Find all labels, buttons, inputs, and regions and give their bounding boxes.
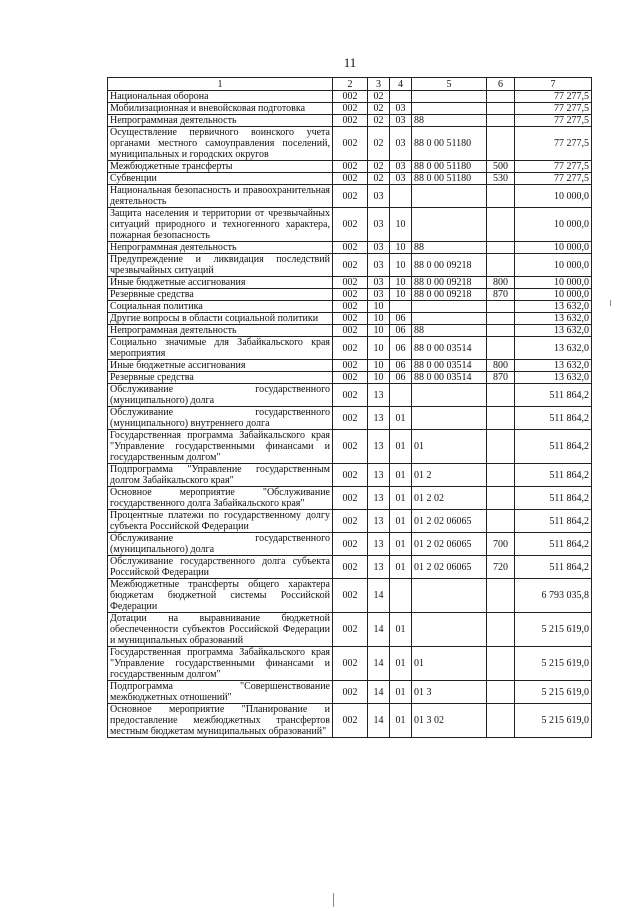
cell-name: Процентные платежи по государственному долгу субъекта Российской Федерации xyxy=(108,510,333,533)
cell-name: Государственная программа Забайкальского края "Управление государственными финансами и государственным долгом" xyxy=(108,647,333,681)
cell-expense-type xyxy=(487,208,515,242)
cell-name: Непрограммная деятельность xyxy=(108,242,333,254)
cell-subsection: 01 xyxy=(390,613,412,647)
cell-expense-type xyxy=(487,487,515,510)
cell-amount: 5 215 619,0 xyxy=(515,681,592,704)
cell-admin-code: 002 xyxy=(333,384,368,407)
cell-expense-type xyxy=(487,407,515,430)
cell-expense-type: 870 xyxy=(487,289,515,301)
cell-subsection: 10 xyxy=(390,242,412,254)
cell-section: 13 xyxy=(368,487,390,510)
cell-amount: 77 277,5 xyxy=(515,115,592,127)
cell-expense-type xyxy=(487,681,515,704)
table-row xyxy=(108,91,592,103)
cell-target-article: 88 0 00 03514 xyxy=(412,372,487,384)
column-header-2: 2 xyxy=(333,78,368,91)
cell-amount: 511 864,2 xyxy=(515,407,592,430)
cell-subsection: 06 xyxy=(390,313,412,325)
cell-subsection: 01 xyxy=(390,430,412,464)
cell-subsection: 10 xyxy=(390,277,412,289)
cell-name: Непрограммная деятельность xyxy=(108,325,333,337)
cell-admin-code: 002 xyxy=(333,556,368,579)
cell-amount: 13 632,0 xyxy=(515,325,592,337)
table-row xyxy=(108,556,592,579)
cell-subsection: 06 xyxy=(390,325,412,337)
cell-admin-code: 002 xyxy=(333,242,368,254)
cell-section: 10 xyxy=(368,337,390,360)
cell-section: 13 xyxy=(368,430,390,464)
table-row xyxy=(108,127,592,161)
cell-section: 02 xyxy=(368,127,390,161)
cell-subsection: 01 xyxy=(390,464,412,487)
table-row xyxy=(108,360,592,372)
cell-target-article: 88 0 00 09218 xyxy=(412,277,487,289)
cell-name: Защита населения и территории от чрезвычайных ситуаций природного и техногенного характера, пожарная безопасность xyxy=(108,208,333,242)
cell-admin-code: 002 xyxy=(333,510,368,533)
cell-name: Обслуживание государственного (муниципального) внутреннего долга xyxy=(108,407,333,430)
cell-amount: 10 000,0 xyxy=(515,289,592,301)
cell-section: 03 xyxy=(368,277,390,289)
cell-name: Национальная безопасность и правоохранительная деятельность xyxy=(108,185,333,208)
cell-expense-type: 800 xyxy=(487,277,515,289)
cell-target-article: 88 0 00 09218 xyxy=(412,289,487,301)
table-row xyxy=(108,289,592,301)
table-row xyxy=(108,681,592,704)
cell-expense-type xyxy=(487,313,515,325)
cell-name: Межбюджетные трансферты общего характера бюджетам бюджетной системы Российской Федерации xyxy=(108,579,333,613)
cell-expense-type xyxy=(487,185,515,208)
cell-section: 13 xyxy=(368,510,390,533)
cell-section: 03 xyxy=(368,185,390,208)
page-number: 11 xyxy=(343,55,357,70)
cell-admin-code: 002 xyxy=(333,360,368,372)
cell-section: 03 xyxy=(368,289,390,301)
cell-admin-code: 002 xyxy=(333,161,368,173)
cell-amount: 77 277,5 xyxy=(515,91,592,103)
cell-expense-type xyxy=(487,115,515,127)
cell-expense-type xyxy=(487,704,515,738)
cell-section: 14 xyxy=(368,681,390,704)
cell-target-article xyxy=(412,208,487,242)
cell-subsection: 03 xyxy=(390,161,412,173)
table-row xyxy=(108,647,592,681)
table-row xyxy=(108,613,592,647)
cell-target-article xyxy=(412,579,487,613)
cell-expense-type xyxy=(487,127,515,161)
cell-expense-type xyxy=(487,464,515,487)
cell-expense-type: 870 xyxy=(487,372,515,384)
cell-admin-code: 002 xyxy=(333,254,368,277)
cell-admin-code: 002 xyxy=(333,277,368,289)
cell-section: 02 xyxy=(368,161,390,173)
cell-amount: 511 864,2 xyxy=(515,487,592,510)
cell-section: 13 xyxy=(368,407,390,430)
scan-mark xyxy=(610,300,611,306)
cell-section: 13 xyxy=(368,384,390,407)
table-row xyxy=(108,579,592,613)
cell-subsection: 01 xyxy=(390,556,412,579)
table-row xyxy=(108,704,592,738)
cell-subsection: 03 xyxy=(390,127,412,161)
cell-target-article: 01 2 xyxy=(412,464,487,487)
cell-amount: 13 632,0 xyxy=(515,360,592,372)
cell-section: 10 xyxy=(368,372,390,384)
table-row xyxy=(108,242,592,254)
table-row xyxy=(108,115,592,127)
cell-expense-type xyxy=(487,510,515,533)
cell-section: 14 xyxy=(368,647,390,681)
cell-admin-code: 002 xyxy=(333,533,368,556)
cell-admin-code: 002 xyxy=(333,115,368,127)
cell-section: 10 xyxy=(368,325,390,337)
cell-amount: 10 000,0 xyxy=(515,208,592,242)
cell-target-article: 01 xyxy=(412,647,487,681)
cell-subsection xyxy=(390,384,412,407)
table-row xyxy=(108,407,592,430)
table-row xyxy=(108,325,592,337)
cell-section: 13 xyxy=(368,464,390,487)
table-row xyxy=(108,430,592,464)
cell-section: 13 xyxy=(368,533,390,556)
table-row xyxy=(108,372,592,384)
cell-amount: 511 864,2 xyxy=(515,533,592,556)
cell-admin-code: 002 xyxy=(333,613,368,647)
cell-name: Мобилизационная и вневойсковая подготовка xyxy=(108,103,333,115)
cell-amount: 77 277,5 xyxy=(515,103,592,115)
cell-target-article: 88 0 00 51180 xyxy=(412,127,487,161)
cell-amount: 511 864,2 xyxy=(515,430,592,464)
table-row xyxy=(108,533,592,556)
cell-target-article xyxy=(412,103,487,115)
cell-target-article: 88 0 00 51180 xyxy=(412,161,487,173)
cell-expense-type xyxy=(487,579,515,613)
cell-name: Социальная политика xyxy=(108,301,333,313)
cell-amount: 511 864,2 xyxy=(515,464,592,487)
cell-amount: 5 215 619,0 xyxy=(515,704,592,738)
cell-target-article xyxy=(412,613,487,647)
cell-admin-code: 002 xyxy=(333,579,368,613)
column-header-6: 6 xyxy=(487,78,515,91)
cell-name: Обслуживание государственного (муниципального) долга xyxy=(108,533,333,556)
cell-admin-code: 002 xyxy=(333,301,368,313)
cell-target-article: 01 2 02 06065 xyxy=(412,533,487,556)
cell-subsection: 03 xyxy=(390,115,412,127)
cell-section: 03 xyxy=(368,242,390,254)
cell-target-article xyxy=(412,301,487,313)
table-row xyxy=(108,464,592,487)
cell-admin-code: 002 xyxy=(333,704,368,738)
cell-amount: 10 000,0 xyxy=(515,254,592,277)
cell-name: Основное мероприятие "Обслуживание государственного долга Забайкальского края" xyxy=(108,487,333,510)
cell-section: 14 xyxy=(368,613,390,647)
cell-expense-type: 800 xyxy=(487,360,515,372)
cell-name: Обслуживание государственного (муниципального) долга xyxy=(108,384,333,407)
cell-expense-type: 530 xyxy=(487,173,515,185)
cell-amount: 77 277,5 xyxy=(515,127,592,161)
cell-name: Подпрограмма "Управление государственным долгом Забайкальского края" xyxy=(108,464,333,487)
table-row xyxy=(108,337,592,360)
cell-section: 14 xyxy=(368,579,390,613)
cell-name: Субвенции xyxy=(108,173,333,185)
cell-subsection: 01 xyxy=(390,510,412,533)
cell-admin-code: 002 xyxy=(333,430,368,464)
cell-admin-code: 002 xyxy=(333,289,368,301)
cell-expense-type: 700 xyxy=(487,533,515,556)
cell-name: Иные бюджетные ассигнования xyxy=(108,360,333,372)
cell-section: 10 xyxy=(368,360,390,372)
table-row xyxy=(108,103,592,115)
cell-subsection: 10 xyxy=(390,254,412,277)
cell-subsection: 01 xyxy=(390,704,412,738)
cell-admin-code: 002 xyxy=(333,208,368,242)
cell-target-article: 88 0 00 09218 xyxy=(412,254,487,277)
cell-target-article: 01 3 02 xyxy=(412,704,487,738)
cell-amount: 5 215 619,0 xyxy=(515,647,592,681)
cell-admin-code: 002 xyxy=(333,91,368,103)
cell-section: 02 xyxy=(368,103,390,115)
cell-subsection xyxy=(390,301,412,313)
cell-expense-type xyxy=(487,613,515,647)
table-row xyxy=(108,487,592,510)
cell-subsection xyxy=(390,91,412,103)
cell-target-article xyxy=(412,91,487,103)
column-header-3: 3 xyxy=(368,78,390,91)
cell-section: 03 xyxy=(368,254,390,277)
cell-subsection: 03 xyxy=(390,173,412,185)
cell-name: Предупреждение и ликвидация последствий чрезвычайных ситуаций xyxy=(108,254,333,277)
cell-admin-code: 002 xyxy=(333,487,368,510)
cell-section: 02 xyxy=(368,115,390,127)
cell-amount: 13 632,0 xyxy=(515,313,592,325)
cell-name: Социально значимые для Забайкальского края мероприятия xyxy=(108,337,333,360)
cell-expense-type xyxy=(487,384,515,407)
cell-amount: 511 864,2 xyxy=(515,384,592,407)
cell-subsection: 06 xyxy=(390,360,412,372)
cell-subsection: 01 xyxy=(390,647,412,681)
cell-section: 13 xyxy=(368,556,390,579)
cell-subsection: 10 xyxy=(390,208,412,242)
cell-subsection: 01 xyxy=(390,407,412,430)
table-row xyxy=(108,313,592,325)
table-row xyxy=(108,185,592,208)
cell-target-article: 88 xyxy=(412,325,487,337)
cell-admin-code: 002 xyxy=(333,325,368,337)
cell-section: 14 xyxy=(368,704,390,738)
cell-amount: 5 215 619,0 xyxy=(515,613,592,647)
table-row xyxy=(108,173,592,185)
table-row xyxy=(108,510,592,533)
cell-amount: 511 864,2 xyxy=(515,556,592,579)
cell-subsection: 01 xyxy=(390,681,412,704)
cell-expense-type xyxy=(487,325,515,337)
cell-subsection: 06 xyxy=(390,337,412,360)
cell-amount: 13 632,0 xyxy=(515,301,592,313)
scan-mark xyxy=(333,893,334,907)
cell-target-article: 01 2 02 xyxy=(412,487,487,510)
cell-admin-code: 002 xyxy=(333,681,368,704)
cell-name: Дотации на выравнивание бюджетной обеспеченности субъектов Российской Федерации и муниципальных образований xyxy=(108,613,333,647)
cell-amount: 13 632,0 xyxy=(515,337,592,360)
cell-name: Межбюджетные трансферты xyxy=(108,161,333,173)
cell-name: Подпрограмма "Совершенствование межбюджетных отношений" xyxy=(108,681,333,704)
cell-expense-type xyxy=(487,254,515,277)
cell-name: Другие вопросы в области социальной политики xyxy=(108,313,333,325)
cell-expense-type xyxy=(487,430,515,464)
cell-admin-code: 002 xyxy=(333,185,368,208)
cell-name: Национальная оборона xyxy=(108,91,333,103)
cell-target-article xyxy=(412,185,487,208)
cell-subsection xyxy=(390,579,412,613)
table-row xyxy=(108,301,592,313)
cell-target-article xyxy=(412,384,487,407)
cell-subsection: 01 xyxy=(390,533,412,556)
cell-subsection: 01 xyxy=(390,487,412,510)
cell-amount: 77 277,5 xyxy=(515,161,592,173)
cell-name: Непрограммная деятельность xyxy=(108,115,333,127)
cell-expense-type xyxy=(487,242,515,254)
cell-target-article: 01 3 xyxy=(412,681,487,704)
cell-admin-code: 002 xyxy=(333,103,368,115)
cell-expense-type: 720 xyxy=(487,556,515,579)
cell-name: Государственная программа Забайкальского края "Управление государственными финансами и государственным долгом" xyxy=(108,430,333,464)
cell-name: Резервные средства xyxy=(108,289,333,301)
cell-section: 02 xyxy=(368,91,390,103)
cell-section: 03 xyxy=(368,208,390,242)
cell-admin-code: 002 xyxy=(333,464,368,487)
cell-section: 02 xyxy=(368,173,390,185)
cell-target-article: 88 xyxy=(412,242,487,254)
cell-subsection: 03 xyxy=(390,103,412,115)
cell-target-article: 88 0 00 03514 xyxy=(412,360,487,372)
cell-admin-code: 002 xyxy=(333,337,368,360)
table-row xyxy=(108,161,592,173)
cell-amount: 10 000,0 xyxy=(515,242,592,254)
cell-subsection: 10 xyxy=(390,289,412,301)
table-header-row xyxy=(108,78,592,91)
cell-admin-code: 002 xyxy=(333,647,368,681)
cell-amount: 13 632,0 xyxy=(515,372,592,384)
budget-table xyxy=(107,77,592,738)
cell-expense-type xyxy=(487,103,515,115)
cell-target-article: 01 2 02 06065 xyxy=(412,556,487,579)
cell-name: Иные бюджетные ассигнования xyxy=(108,277,333,289)
table-row xyxy=(108,254,592,277)
cell-expense-type xyxy=(487,647,515,681)
cell-name: Обслуживание государственного долга субъекта Российской Федерации xyxy=(108,556,333,579)
column-header-5: 5 xyxy=(412,78,487,91)
cell-target-article: 01 xyxy=(412,430,487,464)
cell-subsection xyxy=(390,185,412,208)
cell-target-article xyxy=(412,407,487,430)
cell-name: Основное мероприятие "Планирование и предоставление межбюджетных трансфертов местным бюджетам муниципальных образований" xyxy=(108,704,333,738)
table-row xyxy=(108,277,592,289)
cell-amount: 77 277,5 xyxy=(515,173,592,185)
column-header-4: 4 xyxy=(390,78,412,91)
cell-target-article: 01 2 02 06065 xyxy=(412,510,487,533)
cell-name: Резервные средства xyxy=(108,372,333,384)
cell-amount: 511 864,2 xyxy=(515,510,592,533)
cell-section: 10 xyxy=(368,313,390,325)
column-header-1: 1 xyxy=(108,78,333,91)
column-header-7: 7 xyxy=(515,78,592,91)
cell-expense-type xyxy=(487,91,515,103)
cell-amount: 10 000,0 xyxy=(515,185,592,208)
cell-target-article xyxy=(412,313,487,325)
cell-section: 10 xyxy=(368,301,390,313)
table-row xyxy=(108,208,592,242)
cell-amount: 6 793 035,8 xyxy=(515,579,592,613)
cell-admin-code: 002 xyxy=(333,127,368,161)
cell-expense-type xyxy=(487,301,515,313)
cell-subsection: 06 xyxy=(390,372,412,384)
cell-expense-type: 500 xyxy=(487,161,515,173)
cell-target-article: 88 xyxy=(412,115,487,127)
cell-target-article: 88 0 00 03514 xyxy=(412,337,487,360)
cell-target-article: 88 0 00 51180 xyxy=(412,173,487,185)
cell-expense-type xyxy=(487,337,515,360)
table-row xyxy=(108,384,592,407)
cell-amount: 10 000,0 xyxy=(515,277,592,289)
cell-admin-code: 002 xyxy=(333,313,368,325)
cell-name: Осуществление первичного воинского учета органами местного самоуправления поселений, муниципальных и городских округов xyxy=(108,127,333,161)
cell-admin-code: 002 xyxy=(333,407,368,430)
cell-admin-code: 002 xyxy=(333,372,368,384)
table-body xyxy=(108,91,592,738)
cell-admin-code: 002 xyxy=(333,173,368,185)
